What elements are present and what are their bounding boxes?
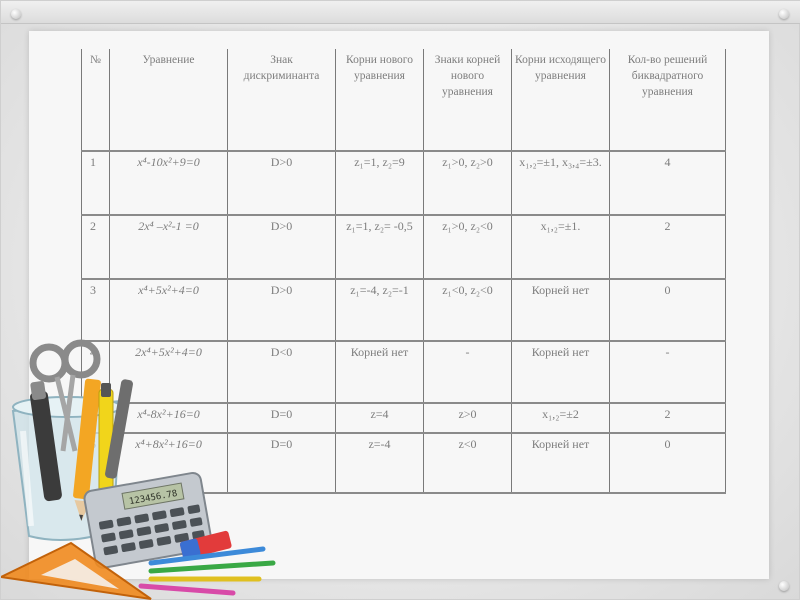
cell-orig-roots: x₁,₂=±2 xyxy=(512,403,610,433)
cell-equation: 2x⁴ –x²-1 =0 xyxy=(110,215,228,279)
cell-discriminant: D>0 xyxy=(228,215,336,279)
table-row xyxy=(82,151,726,215)
cell-discriminant: D=0 xyxy=(228,403,336,433)
header-orig-roots: Корни исходящего уравнения xyxy=(512,49,610,151)
cell-signs: - xyxy=(424,341,512,403)
header-number: № xyxy=(82,49,110,151)
slide-top-frame xyxy=(1,1,800,24)
cell-new-roots: z₁=1, z₂=9 xyxy=(336,151,424,215)
cell-number: 1 xyxy=(82,151,110,215)
pin-icon xyxy=(779,9,789,19)
cell-count: - xyxy=(610,341,726,403)
cell-number: 4 xyxy=(82,341,110,403)
cell-count: 2 xyxy=(610,215,726,279)
cell-orig-roots: Корней нет xyxy=(512,433,610,493)
cell-count: 0 xyxy=(610,279,726,341)
header-equation: Уравнение xyxy=(110,49,228,151)
cell-signs: z₁>0, z₂<0 xyxy=(424,215,512,279)
cell-signs: z₁>0, z₂>0 xyxy=(424,151,512,215)
cell-number: 3 xyxy=(82,279,110,341)
calculator-display: 123456.78 xyxy=(128,488,179,508)
cell-signs: z>0 xyxy=(424,403,512,433)
header-new-roots: Корни нового уравнения xyxy=(336,49,424,151)
header-signs: Знаки корней нового уравнения xyxy=(424,49,512,151)
header-solution-count: Кол-во решений биквадратного уравнения xyxy=(610,49,726,151)
cell-new-roots: z=4 xyxy=(336,403,424,433)
cell-equation: x⁴+8x²+16=0 xyxy=(110,433,228,493)
cell-count: 0 xyxy=(610,433,726,493)
cell-number: 2 xyxy=(82,215,110,279)
cell-discriminant: D>0 xyxy=(228,151,336,215)
table-header-row xyxy=(82,49,726,151)
cell-new-roots: z₁=-4, z₂=-1 xyxy=(336,279,424,341)
cell-new-roots: Корней нет xyxy=(336,341,424,403)
pin-icon xyxy=(11,9,21,19)
cell-discriminant: D=0 xyxy=(228,433,336,493)
cell-orig-roots: x₁,₂=±1, x₃,₄=±3. xyxy=(512,151,610,215)
header-discriminant: Знак дискриминанта xyxy=(228,49,336,151)
cell-equation: x⁴+5x²+4=0 xyxy=(110,279,228,341)
cell-orig-roots: Корней нет xyxy=(512,341,610,403)
cell-signs: z₁<0, z₂<0 xyxy=(424,279,512,341)
cell-count: 2 xyxy=(610,403,726,433)
cell-orig-roots: Корней нет xyxy=(512,279,610,341)
cell-count: 4 xyxy=(610,151,726,215)
table-row xyxy=(82,215,726,279)
cell-discriminant: D<0 xyxy=(228,341,336,403)
cell-equation: x⁴-10x²+9=0 xyxy=(110,151,228,215)
cell-signs: z<0 xyxy=(424,433,512,493)
cell-new-roots: z₁=1, z₂= -0,5 xyxy=(336,215,424,279)
stationery-illustration xyxy=(1,331,301,601)
pin-icon xyxy=(779,581,789,591)
cell-orig-roots: x₁,₂=±1. xyxy=(512,215,610,279)
cell-new-roots: z=-4 xyxy=(336,433,424,493)
cell-equation: x⁴-8x²+16=0 xyxy=(110,403,228,433)
cell-discriminant: D>0 xyxy=(228,279,336,341)
cell-equation: 2x⁴+5x²+4=0 xyxy=(110,341,228,403)
